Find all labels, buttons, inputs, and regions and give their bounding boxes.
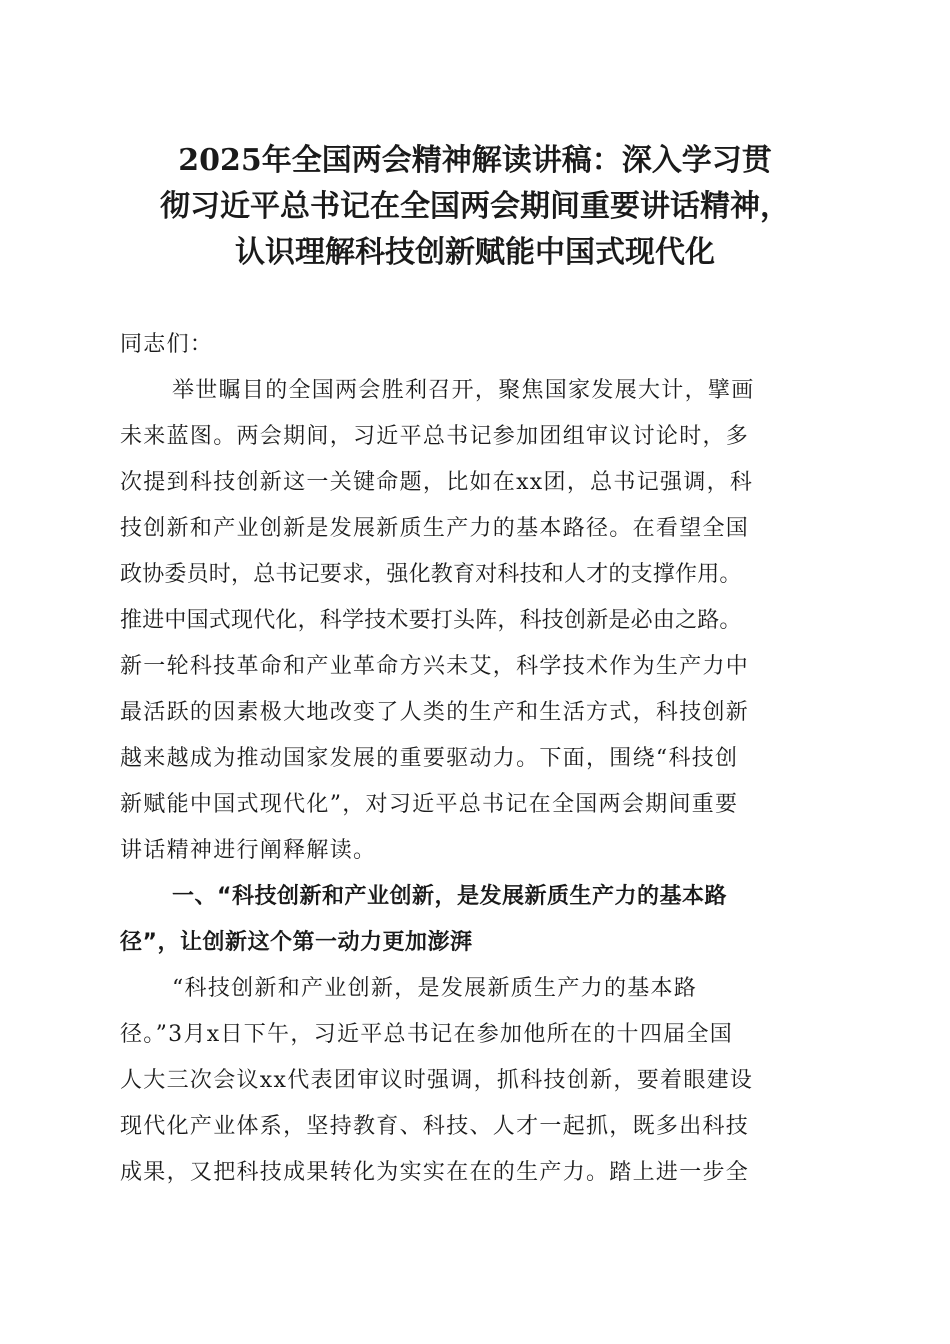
paragraph-section1 [120, 966, 840, 1196]
paragraph-line: 越来越成为推动国家发展的重要驱动力。下面，围绕“科技创 [120, 746, 739, 771]
document-body [120, 322, 840, 1196]
paragraph-line: 新赋能中国式现代化”，对习近平总书记在全国两会期间重要 [120, 792, 739, 817]
paragraph-line: 技创新和产业创新是发展新质生产力的基本路径。在看望全国 [120, 516, 750, 541]
paragraph-line: 讲话精神进行阐释解读。 [120, 838, 377, 863]
section-heading-line: 一、“科技创新和产业创新，是发展新质生产力的基本路 [172, 884, 727, 909]
title-line: 2025年全国两会精神解读讲稿：深入学习贯 [178, 143, 772, 178]
section-heading [120, 874, 840, 966]
section-heading-line: 径”，让创新这个第一动力更加澎湃 [120, 930, 473, 955]
paragraph-line: 现代化产业体系，坚持教育、科技、人才一起抓，既多出科技 [120, 1114, 750, 1139]
paragraph-line: 最活跃的因素极大地改变了人类的生产和生活方式，科技创新 [120, 700, 750, 725]
document-title [100, 138, 850, 276]
title-line: 彻习近平总书记在全国两会期间重要讲话精神， [160, 189, 790, 224]
paragraph-line: 举世瞩目的全国两会胜利召开，聚焦国家发展大计，擘画 [172, 378, 755, 403]
paragraph-line: 成果，又把科技成果转化为实实在在的生产力。踏上进一步全 [120, 1160, 750, 1185]
paragraph-intro [120, 368, 840, 874]
paragraph-line: 人大三次会议xx代表团审议时强调，抓科技创新，要着眼建设 [120, 1068, 754, 1093]
paragraph-line: 推进中国式现代化，科学技术要打头阵，科技创新是必由之路。 [120, 608, 742, 633]
paragraph-line: 径。”3月x日下午，习近平总书记在参加他所在的十四届全国 [120, 1022, 734, 1047]
paragraph-line: “科技创新和产业创新，是发展新质生产力的基本路 [172, 976, 698, 1001]
paragraph-line: 次提到科技创新这一关键命题，比如在xx团，总书记强调，科 [120, 470, 754, 495]
salutation: 同志们： [120, 332, 214, 357]
title-line: 认识理解科技创新赋能中国式现代化 [235, 235, 715, 270]
paragraph-line: 新一轮科技革命和产业革命方兴未艾，科学技术作为生产力中 [120, 654, 750, 679]
paragraph-line: 政协委员时，总书记要求，强化教育对科技和人才的支撑作用。 [120, 562, 742, 587]
paragraph-line: 未来蓝图。两会期间，习近平总书记参加团组审议讨论时，多 [120, 424, 750, 449]
